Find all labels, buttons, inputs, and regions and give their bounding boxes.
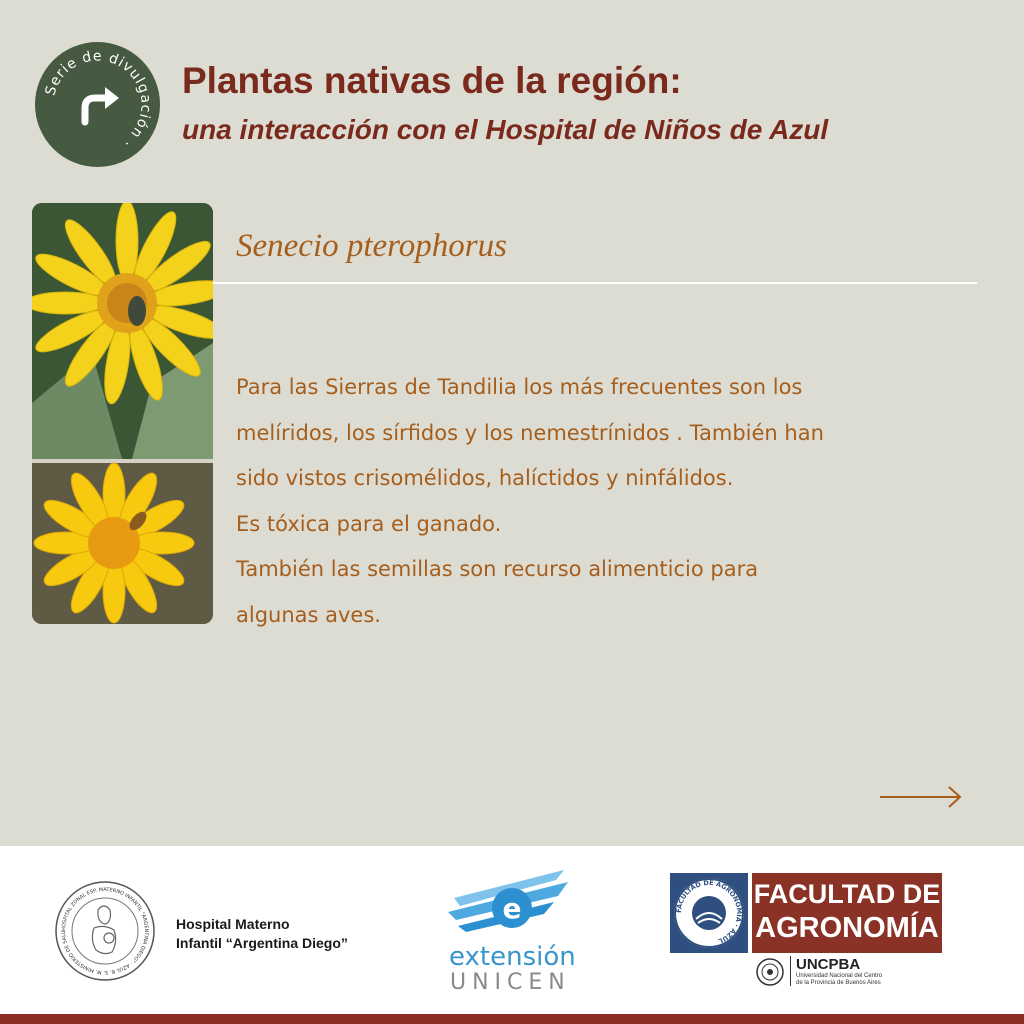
description-line: También las semillas son recurso alimenticio para bbox=[236, 557, 759, 581]
divider bbox=[213, 282, 977, 284]
species-name: Senecio pterophorus bbox=[236, 228, 507, 264]
hospital-name bbox=[176, 915, 348, 953]
facultad-name bbox=[752, 873, 942, 953]
uncpba-fullname bbox=[796, 973, 882, 987]
hospital-seal-logo bbox=[54, 880, 156, 982]
description-line: algunas aves. bbox=[236, 602, 381, 627]
uncpba-name: UNCPBA bbox=[796, 956, 861, 973]
badge-text: Serie de divulgación · bbox=[42, 48, 154, 152]
description-line: Es tóxica para el ganado. bbox=[236, 511, 502, 536]
uncpba-seal-icon bbox=[754, 957, 786, 987]
svg-text:FACULTAD DE AGRONOMÍA · AZUL: FACULTAD DE AGRONOMÍA · AZUL bbox=[674, 878, 744, 946]
series-badge bbox=[35, 42, 160, 167]
svg-text:HOSPITAL ZONAL ESP. MATERNO IN: HOSPITAL ZONAL ESP. MATERNO INFANTIL "ARGENTINA DIEGO" · AZUL B. S. M. MINISTERIO DE SALU bbox=[60, 886, 150, 976]
facultad-name-line: FACULTAD DE bbox=[753, 879, 941, 909]
uncpba-fullname-line: de la Provincia de Buenos Aires bbox=[796, 980, 881, 986]
facultad-seal-logo bbox=[670, 873, 748, 953]
page-subtitle: una interacción con el Hospital de Niños de Azul bbox=[182, 114, 829, 145]
arrow-right-icon[interactable] bbox=[878, 784, 964, 810]
description-line: Para las Sierras de Tandilia los más frecuentes son los bbox=[236, 375, 803, 399]
facultad-name-line: AGRONOMÍA bbox=[755, 912, 939, 944]
extension-word: extensión bbox=[449, 942, 576, 972]
sun-field-icon bbox=[692, 896, 726, 930]
extension-org: UNICEN bbox=[450, 970, 571, 995]
hospital-name-line: Infantil “Argentina Diego” bbox=[176, 935, 348, 951]
hospital-name-line: Hospital Materno bbox=[176, 916, 290, 932]
extension-letter: e bbox=[502, 892, 522, 925]
page-title: Plantas nativas de la región: bbox=[182, 60, 682, 101]
uncpba-fullname-line: Universidad Nacional del Centro bbox=[796, 973, 883, 979]
footer-bar bbox=[0, 1014, 1024, 1024]
description bbox=[236, 365, 976, 638]
description-line: melíridos, los sírfidos y los nemestrínidos . También han bbox=[236, 420, 824, 445]
uncpba-divider bbox=[790, 956, 791, 986]
plant-photo bbox=[32, 203, 213, 624]
description-line: sido vistos crisomélidos, halíctidos y ninfálidos. bbox=[236, 466, 734, 490]
share-arrow-icon bbox=[85, 87, 119, 122]
extension-unicen-logo bbox=[444, 868, 574, 946]
